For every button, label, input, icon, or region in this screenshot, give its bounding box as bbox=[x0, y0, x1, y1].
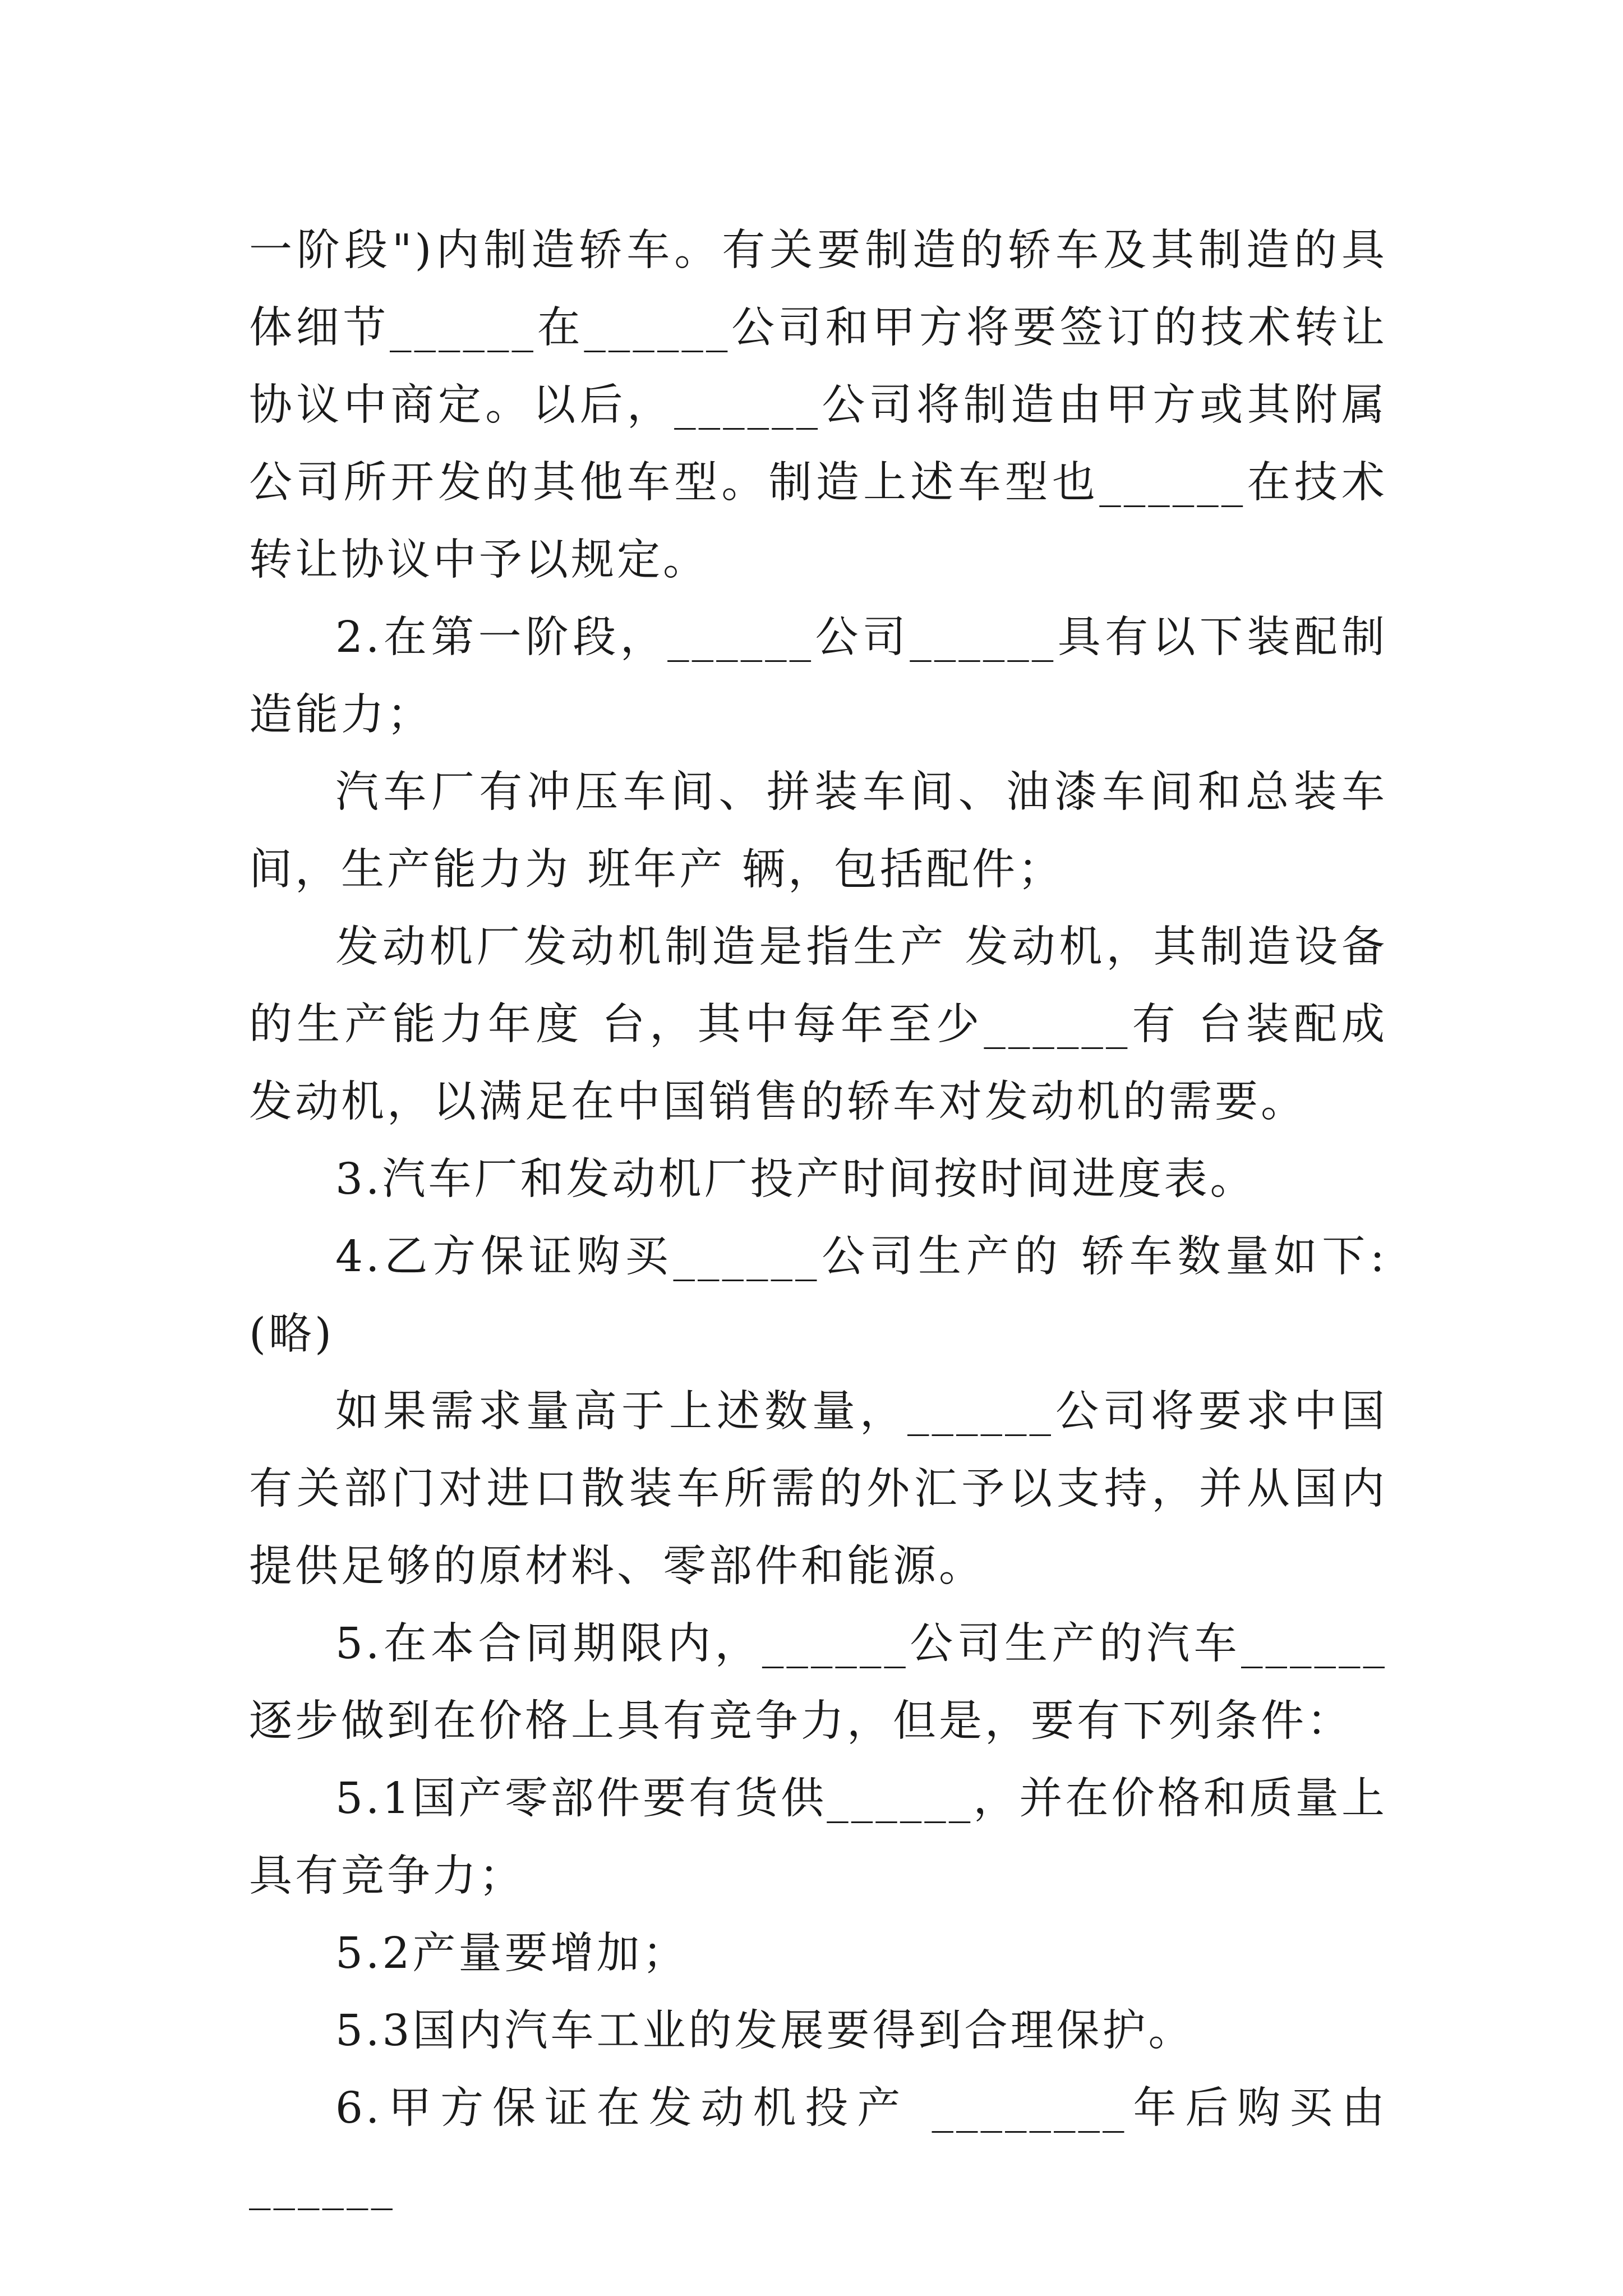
paragraph-clause-5-1: 5.1国产零部件要有货供______，并在价格和质量上具有竞争力； bbox=[249, 1774, 1387, 1901]
paragraph-engine-plant: 发动机厂发动机制造是指生产 发动机，其制造设备的生产能力年度 台，其中每年至少______有 台装配成 发动机，以满足在中国销售的轿车对发动机的需要。 bbox=[249, 922, 1387, 1127]
paragraph-clause-5-3: 5.3国内汽车工业的发展要得到合理保护。 bbox=[335, 2006, 1195, 2056]
paragraph-clause-4: 4.乙方保证购买______公司生产的 轿车数量如下:(略) bbox=[249, 1232, 1387, 1359]
paragraph-auto-plant: 汽车厂有冲压车间、拼装车间、油漆车间和总装车间，生产能力为 班年产 辆，包括配件； bbox=[249, 767, 1387, 895]
paragraph-clause-6: 6.甲方保证在发动机投产 ________年后购买由______ bbox=[249, 2083, 1387, 2211]
contract-body bbox=[249, 212, 1387, 2225]
paragraph-clause-2: 2.在第一阶段，______公司______具有以下装配制造能力； bbox=[249, 613, 1387, 740]
paragraph-clause-5: 5.在本合同期限内，______公司生产的汽车______逐步做到在价格上具有竞争力，但是，要有下列条件： bbox=[249, 1619, 1387, 1746]
paragraph-demand: 如果需求量高于上述数量，______公司将要求中国有关部门对进口散装车所需的外汇予以支持，并从国内提供足够的原材料、零部件和能源。 bbox=[249, 1387, 1387, 1591]
paragraph-intro-continued: 一阶段")内制造轿车。有关要制造的轿车及其制造的具体细节______在______公司和甲方将要签订的技术转让协议中商定。以后，______公司将制造由甲方或其附属公司所开发的其他车型。制造上述车型也______在技术转让协议中予以规定。 bbox=[249, 226, 1387, 585]
paragraph-clause-3: 3.汽车厂和发动机厂投产时间按时间进度表。 bbox=[335, 1154, 1256, 1204]
paragraph-clause-5-2: 5.2产量要增加； bbox=[335, 1929, 689, 1978]
